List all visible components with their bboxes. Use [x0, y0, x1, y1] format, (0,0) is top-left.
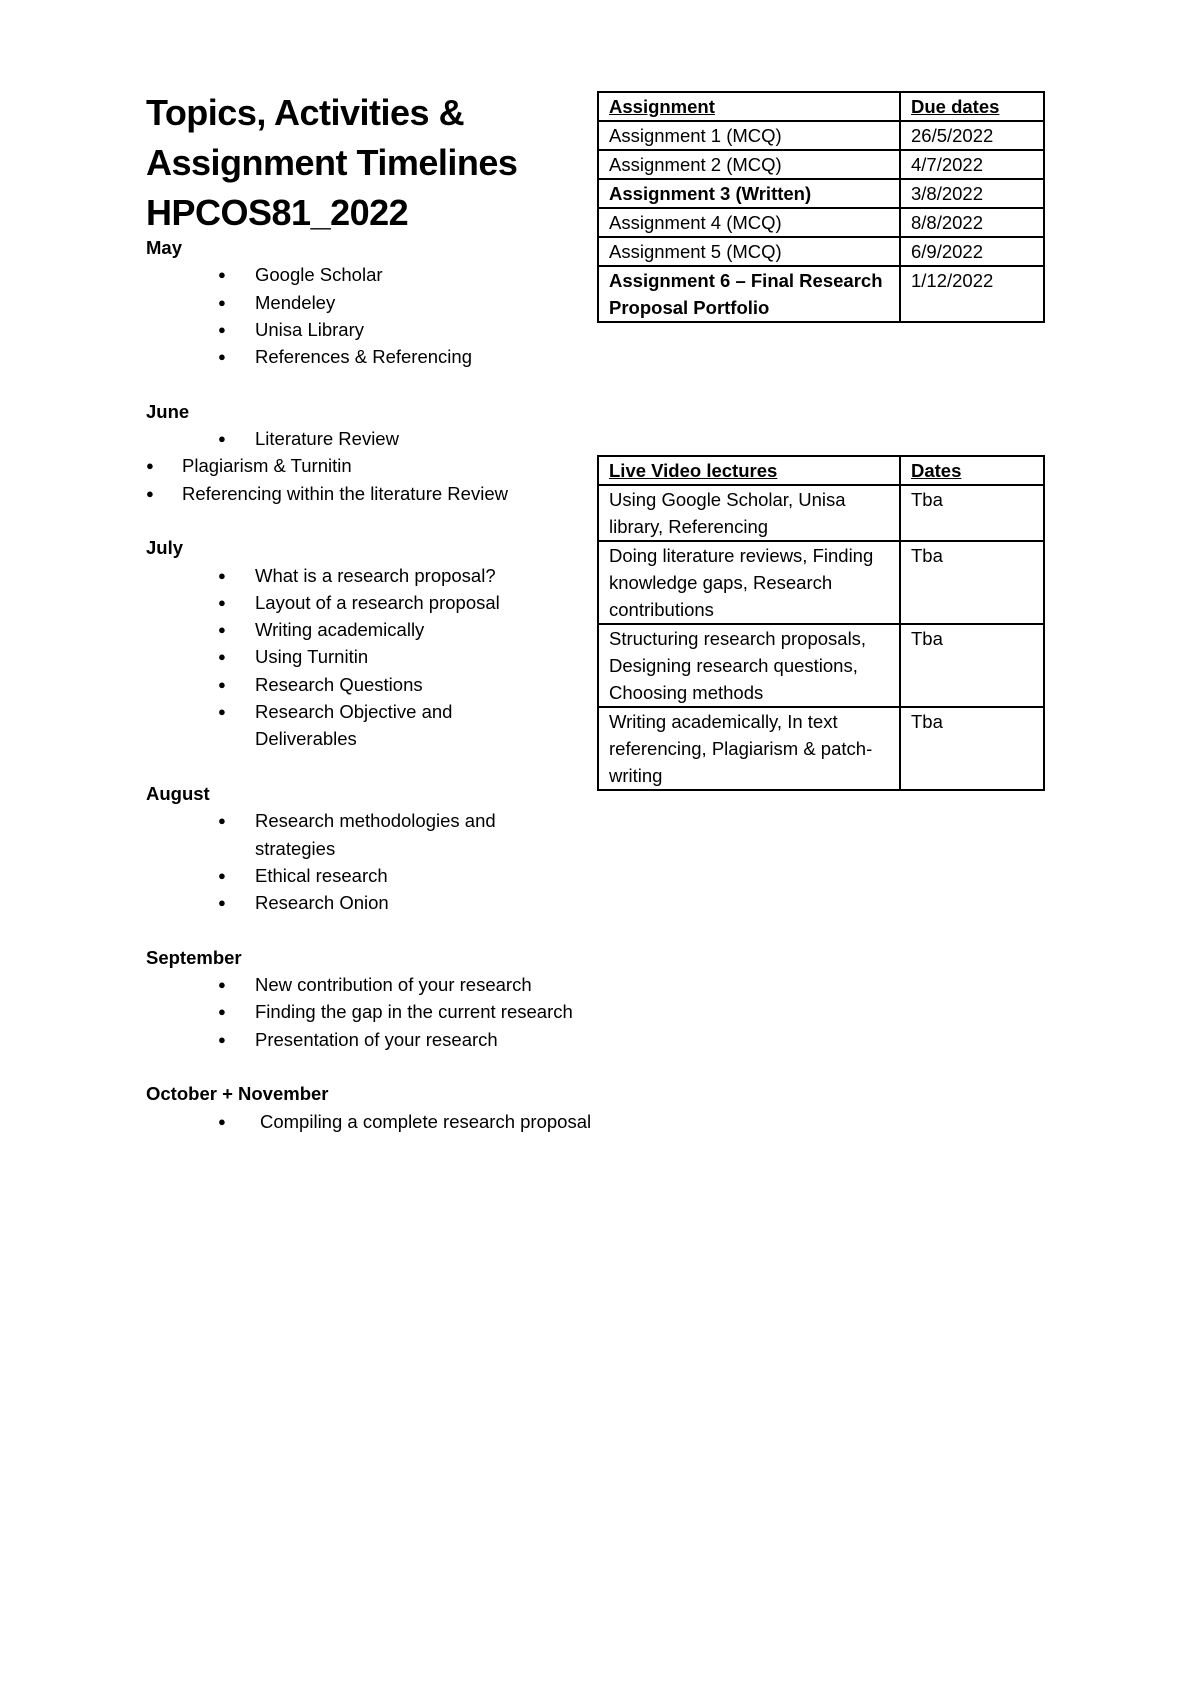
list-item: ● Plagiarism & Turnitin: [146, 452, 666, 479]
table-row: [598, 121, 1044, 150]
list-item: ● Research Objective and Deliverables: [146, 698, 666, 753]
table-header-row: [598, 456, 1044, 485]
list-item: ● Research Onion: [146, 889, 666, 916]
list-item: ● Unisa Library: [146, 316, 666, 343]
lecture-topic: Writing academically, In text referencing, Plagiarism & patch-writing: [598, 707, 900, 790]
bullet-icon: ●: [218, 867, 226, 883]
list-item: ● References & Referencing: [146, 343, 666, 370]
list-item: ● Presentation of your research: [146, 1026, 666, 1053]
bullet-icon: ●: [218, 567, 226, 583]
assignment-name: Assignment 4 (MCQ): [598, 208, 900, 237]
title-line: HPCOS81_2022: [146, 192, 409, 233]
bullet-icon: ●: [218, 1031, 226, 1047]
lecture-topic: Structuring research proposals, Designing research questions, Choosing methods: [598, 624, 900, 707]
list-item: ● Using Turnitin: [146, 643, 666, 670]
assignment-name: Assignment 6 – Final Research Proposal Portfolio: [598, 266, 900, 322]
assignment-name: Assignment 5 (MCQ): [598, 237, 900, 266]
bullet-icon: ●: [218, 1004, 226, 1020]
bullet-icon: ●: [218, 294, 226, 310]
column-header: Assignment: [598, 92, 900, 121]
lecture-date: Tba: [900, 541, 1044, 624]
column-header: Dates: [900, 456, 1044, 485]
month-heading-may: May: [146, 237, 182, 258]
assignments-table: [597, 91, 1045, 323]
list-item: ● New contribution of your research: [146, 971, 666, 998]
assignment-name: Assignment 3 (Written): [598, 179, 900, 208]
due-date: 1/12/2022: [900, 266, 1044, 322]
bullet-icon: ●: [218, 267, 226, 283]
title-line: Topics, Activities &: [146, 92, 465, 133]
list-item: ● Ethical research: [146, 862, 666, 889]
lectures-table: [597, 455, 1045, 791]
lecture-date: Tba: [900, 624, 1044, 707]
bullet-icon: ●: [218, 649, 226, 665]
table-header-row: [598, 92, 1044, 121]
list-item: ● Google Scholar: [146, 261, 666, 288]
column-header: Due dates: [900, 92, 1044, 121]
month-heading-september: September: [146, 946, 242, 968]
bullet-icon: ●: [218, 977, 226, 993]
bullet-icon: ●: [218, 431, 226, 447]
list-item: ● Research methodologies and strategies: [146, 807, 666, 862]
bullet-icon: ●: [218, 676, 226, 692]
title-line: Assignment Timelines: [146, 142, 518, 183]
column-header: Live Video lectures: [598, 456, 900, 485]
due-date: 3/8/2022: [900, 179, 1044, 208]
list-item: ● Writing academically: [146, 616, 666, 643]
table-row: [598, 208, 1044, 237]
list-item: ● Research Questions: [146, 671, 666, 698]
list-item: ● Referencing within the literature Review: [146, 480, 666, 507]
month-heading-august: August: [146, 782, 210, 804]
bullet-icon: ●: [218, 813, 226, 829]
bullet-icon: ●: [218, 704, 226, 720]
due-date: 8/8/2022: [900, 208, 1044, 237]
due-date: 4/7/2022: [900, 150, 1044, 179]
table-row: [598, 150, 1044, 179]
lecture-date: Tba: [900, 707, 1044, 790]
table-row: [598, 237, 1044, 266]
bullet-icon: ●: [218, 321, 226, 337]
list-item: ● Layout of a research proposal: [146, 589, 666, 616]
list-item: ● Mendeley: [146, 289, 666, 316]
month-heading-june: June: [146, 400, 190, 422]
list-item: ● Literature Review: [146, 425, 666, 452]
assignment-name: Assignment 1 (MCQ): [598, 121, 900, 150]
list-item: ● What is a research proposal?: [146, 562, 666, 589]
bullet-icon: ●: [218, 1113, 226, 1129]
lecture-topic: Using Google Scholar, Unisa library, Referencing: [598, 485, 900, 541]
due-date: 26/5/2022: [900, 121, 1044, 150]
page-title: [146, 88, 586, 238]
month-heading-october-november: October + November: [146, 1083, 329, 1105]
lecture-date: Tba: [900, 485, 1044, 541]
bullet-icon: ●: [218, 349, 226, 365]
list-item: ● Finding the gap in the current research: [146, 998, 666, 1025]
topic-outline: [146, 234, 666, 1135]
table-row: [598, 707, 1044, 790]
table-row: [598, 179, 1044, 208]
bullet-icon: ●: [146, 458, 154, 474]
table-row: [598, 541, 1044, 624]
bullet-icon: ●: [146, 485, 154, 501]
bullet-icon: ●: [218, 594, 226, 610]
list-item: ● Compiling a complete research proposal: [146, 1108, 666, 1135]
assignment-name: Assignment 2 (MCQ): [598, 150, 900, 179]
bullet-icon: ●: [218, 895, 226, 911]
month-heading-july: July: [146, 537, 184, 559]
lecture-topic: Doing literature reviews, Finding knowledge gaps, Research contributions: [598, 541, 900, 624]
due-date: 6/9/2022: [900, 237, 1044, 266]
table-row: [598, 624, 1044, 707]
table-row: [598, 485, 1044, 541]
table-row: [598, 266, 1044, 322]
bullet-icon: ●: [218, 622, 226, 638]
